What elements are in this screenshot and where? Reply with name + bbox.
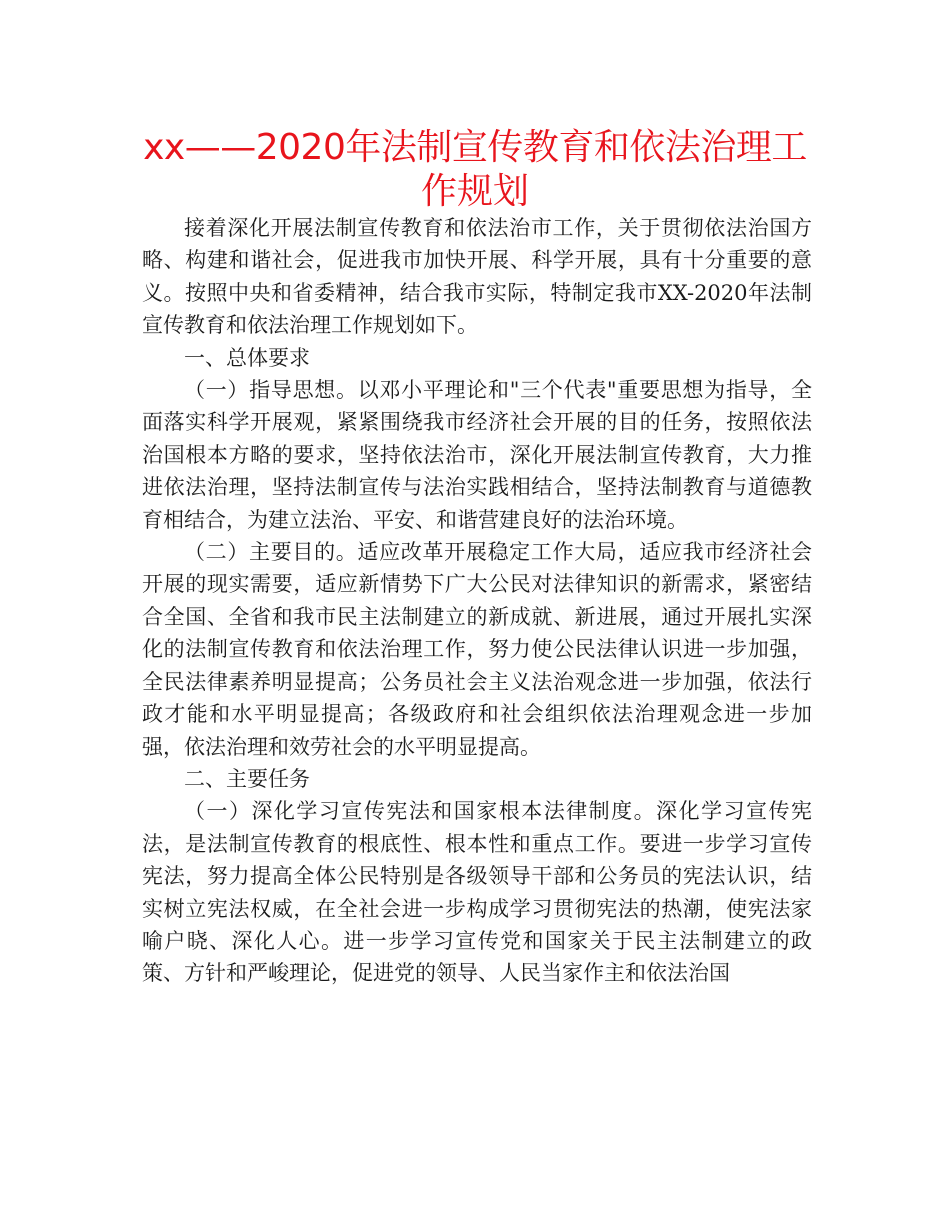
paragraph-intro: 接着深化开展法制宣传教育和依法治市工作，关于贯彻依法治国方略、构建和谐社会，促进我市加快开展、科学开展，具有十分重要的意义。按照中央和省委精神，结合我市实际，特制定我市XX-2020年法制宣传教育和依法治理工作规划如下。 (142, 216, 812, 338)
section-heading-overall-requirements: 一、总体要求 (184, 345, 310, 370)
document-body (142, 212, 812, 990)
paragraph-guiding-ideology: （一）指导思想。以邓小平理论和"三个代表"重要思想为指导，全面落实科学开展观，紧紧围绕我市经济社会开展的目的任务，按照依法治国根本方略的要求，坚持依法治市，深化开展法制宣传教育，大力推进依法治理，坚持法制宣传与法治实践相结合，坚持法制教育与道德教育相结合，为建立法治、平安、和谐营建良好的法治环境。 (142, 378, 812, 532)
section-heading-main-tasks: 二、主要任务 (184, 766, 310, 791)
paragraph-main-goals: （二）主要目的。适应改革开展稳定工作大局，适应我市经济社会开展的现实需要，适应新情势下广大公民对法律知识的新需求，紧密结合全国、全省和我市民主法制建立的新成就、新进展，通过开展扎实深化的法制宣传教育和依法治理工作，努力使公民法律认识进一步加强，全民法律素养明显提高；公务员社会主义法治观念进一步加强，依法行政才能和水平明显提高；各级政府和社会组织依法治理观念进一步加强，依法治理和效劳社会的水平明显提高。 (142, 540, 812, 759)
paragraph-constitution-study: （一）深化学习宣传宪法和国家根本法律制度。深化学习宣传宪法，是法制宣传教育的根底性、根本性和重点工作。要进一步学习宣传宪法，努力提高全体公民特别是各级领导干部和公务员的宪法认识，结实树立宪法权威，在全社会进一步构成学习贯彻宪法的热潮，使宪法家喻户晓、深化人心。进一步学习宣传党和国家关于民主法制建立的政策、方针和严峻理论，促进党的领导、人民当家作主和依法治国 (142, 799, 812, 986)
document-title-line-1: xx——2020年法制宣传教育和依法治理工 (143, 127, 807, 168)
document-title-line-2: 作规划 (420, 171, 529, 212)
